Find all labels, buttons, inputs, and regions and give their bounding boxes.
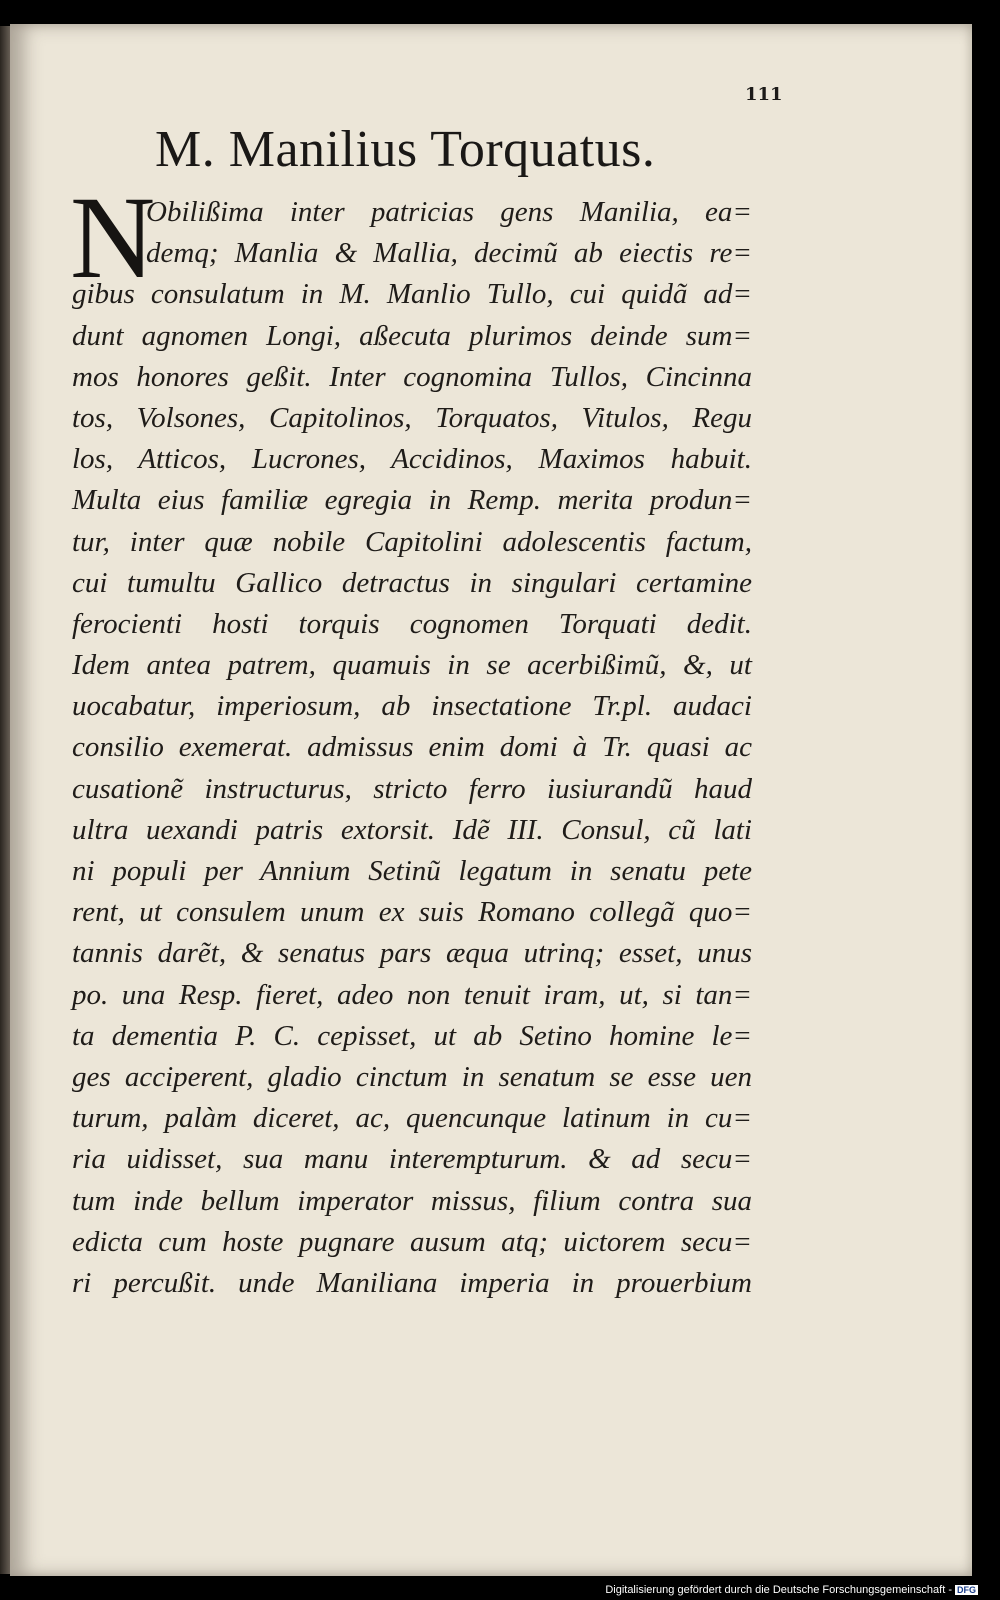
text-line: tannis darẽt, & senatus pars æqua utrinq; esset, unus [72, 937, 752, 970]
text-line: ferocienti hosti torquis cognomen Torquati dedit. [72, 607, 752, 640]
text-line: Obilißima inter patricias gens Manilia, ea= [146, 196, 752, 228]
text-line: Multa eius familiæ egregia in Remp. merita produn= [72, 484, 752, 517]
text-line: los, Atticos, Lucrones, Accidinos, Maximos habuit. [72, 443, 752, 476]
text-line: consilio exemerat. admissus enim domi à Tr. quasi ac [72, 731, 752, 764]
dfg-logo: DFG [957, 1585, 976, 1596]
text-line: po. una Resp. fieret, adeo non tenuit iram, ut, si tan= [72, 978, 752, 1011]
text-line: tos, Volsones, Capitolinos, Torquatos, Vitulos, Regu [72, 401, 752, 434]
text-line: dunt agnomen Longi, aßecuta plurimos deinde sum= [72, 319, 752, 352]
body-text [72, 192, 752, 1304]
text-line: turum, palàm diceret, ac, quencunque latinum in cu= [72, 1102, 752, 1135]
text-line: gibus consulatum in M. Manlio Tullo, cui quidã ad= [72, 278, 752, 311]
text-line: ges acciperent, gladio cinctum in senatum se esse uen [72, 1060, 752, 1093]
text-line: ta dementia P. C. cepisset, ut ab Setino homine le= [72, 1019, 752, 1052]
book-page [10, 24, 972, 1576]
text-line: ria uidisset, sua manu interempturum. & ad secu= [72, 1143, 752, 1176]
text-line: ultra uexandi patris extorsit. Idẽ III. Consul, cũ lati [72, 813, 752, 846]
text-line: ni populi per Annium Setinũ legatum in senatu pete [72, 855, 752, 887]
text-line: rent, ut consulem unum ex suis Romano collegã quo= [72, 896, 752, 929]
page-number: 111 [745, 84, 783, 105]
text-line: cui tumultu Gallico detractus in singulari certamine [72, 566, 752, 599]
text-line: tum inde bellum imperator missus, filium contra sua [72, 1184, 752, 1217]
digitization-credit [605, 1584, 978, 1596]
credit-text: Digitalisierung gefördert durch die Deutsche Forschungsgemeinschaft - [605, 1584, 952, 1596]
text-line: mos honores geßit. Inter cognomina Tullos, Cincinna [72, 360, 752, 393]
drop-capital: N [70, 172, 156, 303]
text-line: Idem antea patrem, quamuis in se acerbißimũ, &, ut [72, 649, 752, 682]
text-line: ri percußit. unde Maniliana imperia in prouerbium [72, 1266, 752, 1299]
page-title: M. Manilius Torquatus. [155, 121, 656, 178]
text-line: demq; Manlia & Mallia, decimũ ab eiectis re= [146, 237, 752, 270]
text-line: uocabatur, imperiosum, ab insectatione Tr.pl. audaci [72, 690, 752, 723]
text-line: cusationẽ instructurus, stricto ferro iusiurandũ haud [72, 772, 752, 805]
text-line: edicta cum hoste pugnare ausum atq; uictorem secu= [72, 1225, 752, 1258]
text-line: tur, inter quæ nobile Capitolini adolescentis factum, [72, 525, 752, 558]
